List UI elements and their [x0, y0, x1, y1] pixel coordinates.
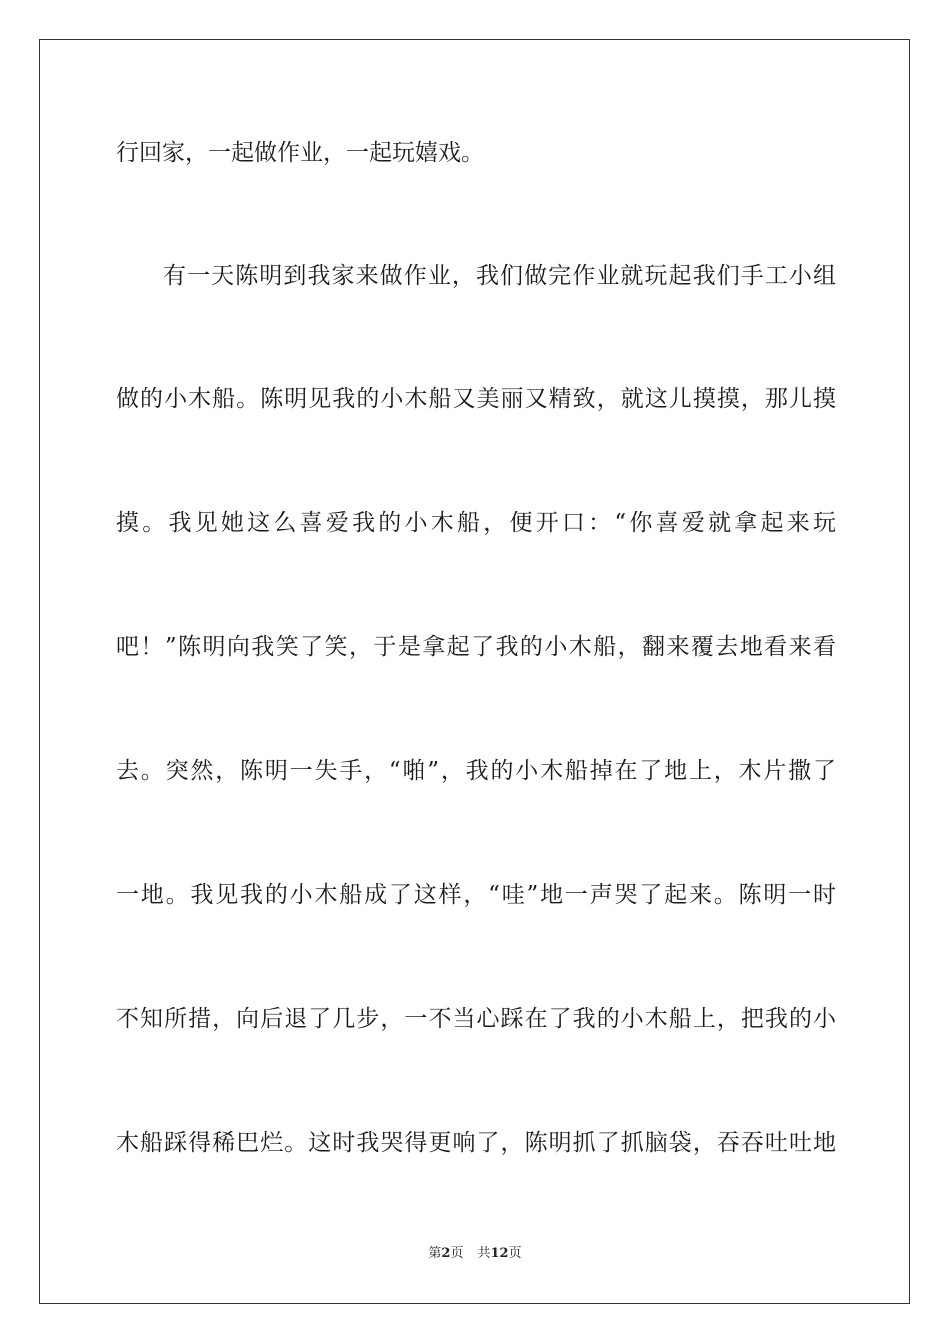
- page-footer: [0, 1245, 950, 1263]
- footer-page-suffix: 页: [450, 1246, 464, 1261]
- footer-total-number: 12: [490, 1246, 509, 1261]
- footer-total-prefix: 共: [477, 1246, 491, 1261]
- text-line-9: 木船踩得稀巴烂。这时我哭得更响了，陈明抓了抓脑袋，吞吞吐吐地: [116, 1130, 836, 1156]
- footer-page-prefix: 第: [428, 1246, 442, 1261]
- text-line-4: 摸。我见她这么喜爱我的小木船，便开口：“你喜爱就拿起来玩: [116, 510, 836, 536]
- footer-total-suffix: 页: [508, 1246, 522, 1261]
- text-line-2: 有一天陈明到我家来做作业，我们做完作业就玩起我们手工小组: [163, 263, 836, 289]
- footer-page-number: 2: [441, 1246, 451, 1261]
- text-line-7: 一地。我见我的小木船成了这样，“哇”地一声哭了起来。陈明一时: [116, 882, 836, 908]
- text-line-5: 吧！”陈明向我笑了笑，于是拿起了我的小木船，翻来覆去地看来看: [116, 634, 836, 660]
- text-line-3: 做的小木船。陈明见我的小木船又美丽又精致，就这儿摸摸，那儿摸: [116, 386, 836, 412]
- text-line-6: 去。突然，陈明一失手，“啪”，我的小木船掉在了地上，木片撒了: [116, 758, 836, 784]
- text-line-8: 不知所措，向后退了几步，一不当心踩在了我的小木船上，把我的小: [116, 1006, 836, 1032]
- text-line-1: 行回家，一起做作业，一起玩嬉戏。: [116, 140, 484, 166]
- page-border: [39, 39, 910, 1304]
